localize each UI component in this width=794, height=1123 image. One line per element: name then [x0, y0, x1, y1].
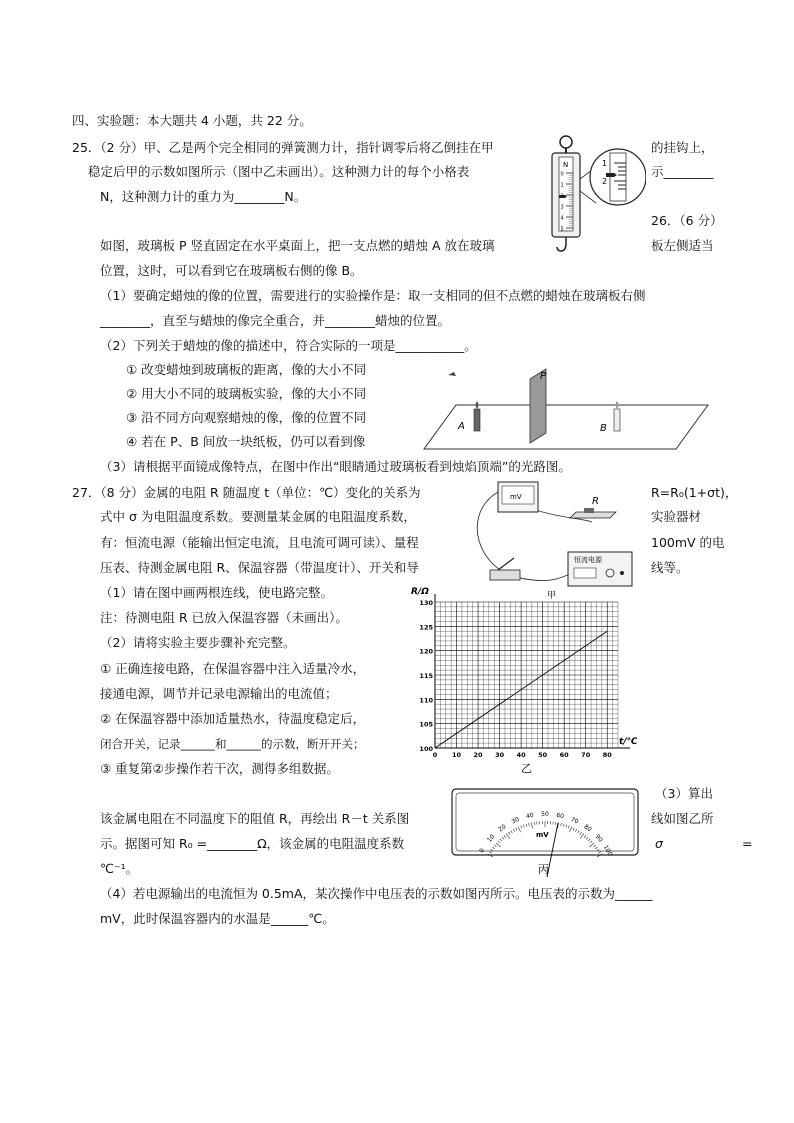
meter-tick-label: 0 [478, 847, 487, 855]
q26-option-1: ① 改变蜡烛到玻璃板的距离，像的大小不同 [126, 362, 367, 377]
q25-line1-left: 25．（2 分）甲、乙是两个完全相同的弹簧测力计，指针调零后将乙倒挂在甲 [72, 140, 494, 155]
q27-line4-right: 线等。 [651, 560, 689, 575]
q27-line1-right: R=R₀(1+σt)， [651, 485, 738, 500]
q26-part1a: （1）要确定蜡烛的像的位置，需要进行的实验操作是：取一支相同的但不点燃的蜡烛在玻璃板右侧 [100, 288, 646, 303]
q25-line2-left: 稳定后甲的示数如图所示（图中乙未画出）。这种测力计的每个小格表 [88, 164, 470, 179]
chart-ytick: 105 [419, 720, 433, 729]
candle-a [474, 409, 480, 431]
q27-s3c: ℃⁻¹。 [100, 861, 139, 876]
q27-line2-right: 实验器材 [651, 509, 702, 524]
section-heading: 四、实验题：本大题共 4 小题，共 22 分。 [72, 113, 312, 128]
meter-tick-label: 10 [485, 833, 497, 844]
meter-unit: mV [536, 831, 549, 839]
meter-tick-label: 30 [510, 816, 521, 826]
q25-line1-right: 的挂钩上， [651, 140, 714, 155]
q26-part1b: ________，直至与蜡烛的像完全重合，并________蜡烛的位置。 [100, 313, 451, 328]
chart-title: 甲 [547, 591, 557, 601]
q27-s3b-sigma: σ [655, 836, 663, 851]
q27-s4a: （4）若电源输出的电流恒为 0.5mA，某次操作中电压表的示数如图丙所示。电压表的示数为______ [100, 886, 653, 901]
q27-step3: ③ 重复第②步操作若干次，测得多组数据。 [100, 761, 339, 776]
chart-ylabel: R/Ω [411, 587, 429, 597]
q27-step1b: 接通电源，调节并记录电源输出的电流值； [100, 686, 338, 701]
chart-ytick: 125 [419, 623, 433, 632]
scale-tick-label: 4 [560, 215, 564, 222]
fig-bing-label: 丙 [538, 863, 549, 876]
chart-ytick: 110 [419, 696, 433, 705]
q27-s3a-left: 该金属电阻在不同温度下的阻值 R，再绘出 R－t 关系图 [100, 811, 410, 826]
label-p: P [540, 371, 547, 382]
q25-line2-right: 示________ [651, 164, 714, 179]
millivoltmeter-figure [450, 787, 640, 877]
chart-ytick: 100 [419, 745, 433, 753]
q27-line3-left: 有：恒流电源（能输出恒定电流，且电流可调可读）、量程 [100, 535, 419, 550]
chart-xtick: 10 [452, 751, 462, 759]
q27-line3-right: 100mV 的电 [651, 535, 725, 550]
label-b: B [600, 423, 607, 434]
q27-s3b-equals: = [742, 836, 753, 851]
q27-line1-left: 27．（8 分）金属的电阻 R 随温度 t（单位：℃）变化的关系为 [72, 485, 421, 500]
q27-s3a-right: 线如图乙所 [651, 811, 714, 826]
scale-tick-label: 3 [560, 204, 564, 211]
eye-icon [448, 372, 456, 376]
meter-tick-label: 90 [593, 833, 605, 844]
q26-part3: （3）请根据平面镜成像特点，在图中作出“眼睛通过玻璃板看到烛焰顶端”的光路图。 [100, 459, 571, 474]
candle-b [614, 409, 620, 431]
meter-tick-label: 20 [497, 823, 508, 834]
chart-xtick: 70 [581, 751, 591, 759]
meter-tick-label: 50 [541, 811, 549, 818]
scale-tick-label: 5 [560, 226, 564, 233]
q27-s4b: mV，此时保温容器内的水温是______℃。 [100, 911, 335, 926]
scale-tick-label: 0 [560, 171, 564, 178]
q27-step2b: 闭合开关，记录______和______的示数，断开开关； [100, 737, 365, 751]
chart-xtick: 80 [602, 751, 612, 759]
switch [490, 570, 520, 580]
zoom-tick-1: 1 [602, 159, 608, 168]
spring-scale-figure [540, 133, 646, 255]
fig-yi-label: 乙 [521, 762, 532, 775]
chart-xtick: 60 [559, 751, 569, 759]
zoom-tick-2: 2 [602, 177, 608, 186]
circuit-figure [470, 478, 648, 590]
q26-number: 26．（6 分） [651, 213, 723, 228]
meter-tick-label: 40 [525, 811, 535, 821]
q27-line2-left: 式中 σ 为电阻温度系数。要测量某金属的电阻温度系数， [100, 509, 416, 524]
meter-tick-label: 70 [569, 816, 580, 826]
meter-tick-label: 60 [555, 811, 565, 821]
q27-step-s2: （2）请将实验主要步骤补充完整。 [100, 635, 296, 650]
q25-line3: N，这种测力计的重力为________N。 [100, 189, 307, 204]
q26-option-3: ③ 沿不同方向观察蜡烛的像，像的位置不同 [126, 410, 367, 425]
chart-xtick: 20 [473, 751, 483, 759]
chart-xlabel: t/℃ [619, 737, 637, 747]
meter-tick-label: 100 [601, 844, 614, 858]
chart-xtick: 50 [538, 751, 548, 759]
q26-line1-left: 如图，玻璃板 P 竖直固定在水平桌面上，把一支点燃的蜡烛 A 放在玻璃 [100, 238, 495, 253]
q26-line2: 位置，这时，可以看到它在玻璃板右侧的像 B。 [100, 263, 363, 278]
supply-label: 恒流电源 [574, 556, 602, 564]
q27-s3b-left: 示。据图可知 R₀ =________Ω，该金属的电阻温度系数 [100, 836, 405, 851]
chart-ytick: 115 [419, 672, 433, 680]
resistor-label: R [592, 496, 599, 507]
q26-line1-right: 板左侧适当 [651, 238, 714, 253]
chart-xtick: 40 [516, 751, 526, 759]
chart-ytick: 130 [419, 599, 433, 607]
q27-step-s1: （1）请在图中画两根连线，使电路完整。 [100, 585, 333, 600]
scale-unit: N [563, 161, 569, 169]
voltmeter-label: mV [510, 493, 522, 501]
q27-s3-right: （3）算出 [655, 786, 713, 801]
plane-mirror-figure [420, 365, 710, 451]
chart-ytick: 120 [419, 647, 433, 656]
q27-note: 注：待测电阻 R 已放入保温容器（未画出）。 [100, 610, 348, 625]
q26-option-4: ④ 若在 P、B 间放一块纸板，仍可以看到像 [126, 434, 366, 449]
chart-xtick: 30 [495, 751, 505, 759]
q27-step1a: ① 正确连接电路，在保温容器中注入适量冷水， [100, 661, 366, 676]
q26-part2: （2）下列关于蜡烛的像的描述中，符合实际的一项是___________。 [100, 338, 477, 353]
scale-tick-label: 1 [560, 182, 564, 189]
q27-step2a: ② 在保温容器中添加适量热水，待温度稳定后， [100, 711, 366, 726]
meter-tick-label: 80 [582, 823, 593, 834]
q27-line4-left: 压表、待测金属电阻 R、保温容器（带温度计）、开关和导 [100, 560, 419, 575]
r-t-chart [405, 586, 637, 776]
label-a: A [458, 421, 465, 432]
chart-xtick: 0 [432, 751, 438, 759]
q26-option-2: ② 用大小不同的玻璃板实验，像的大小不同 [126, 386, 367, 401]
